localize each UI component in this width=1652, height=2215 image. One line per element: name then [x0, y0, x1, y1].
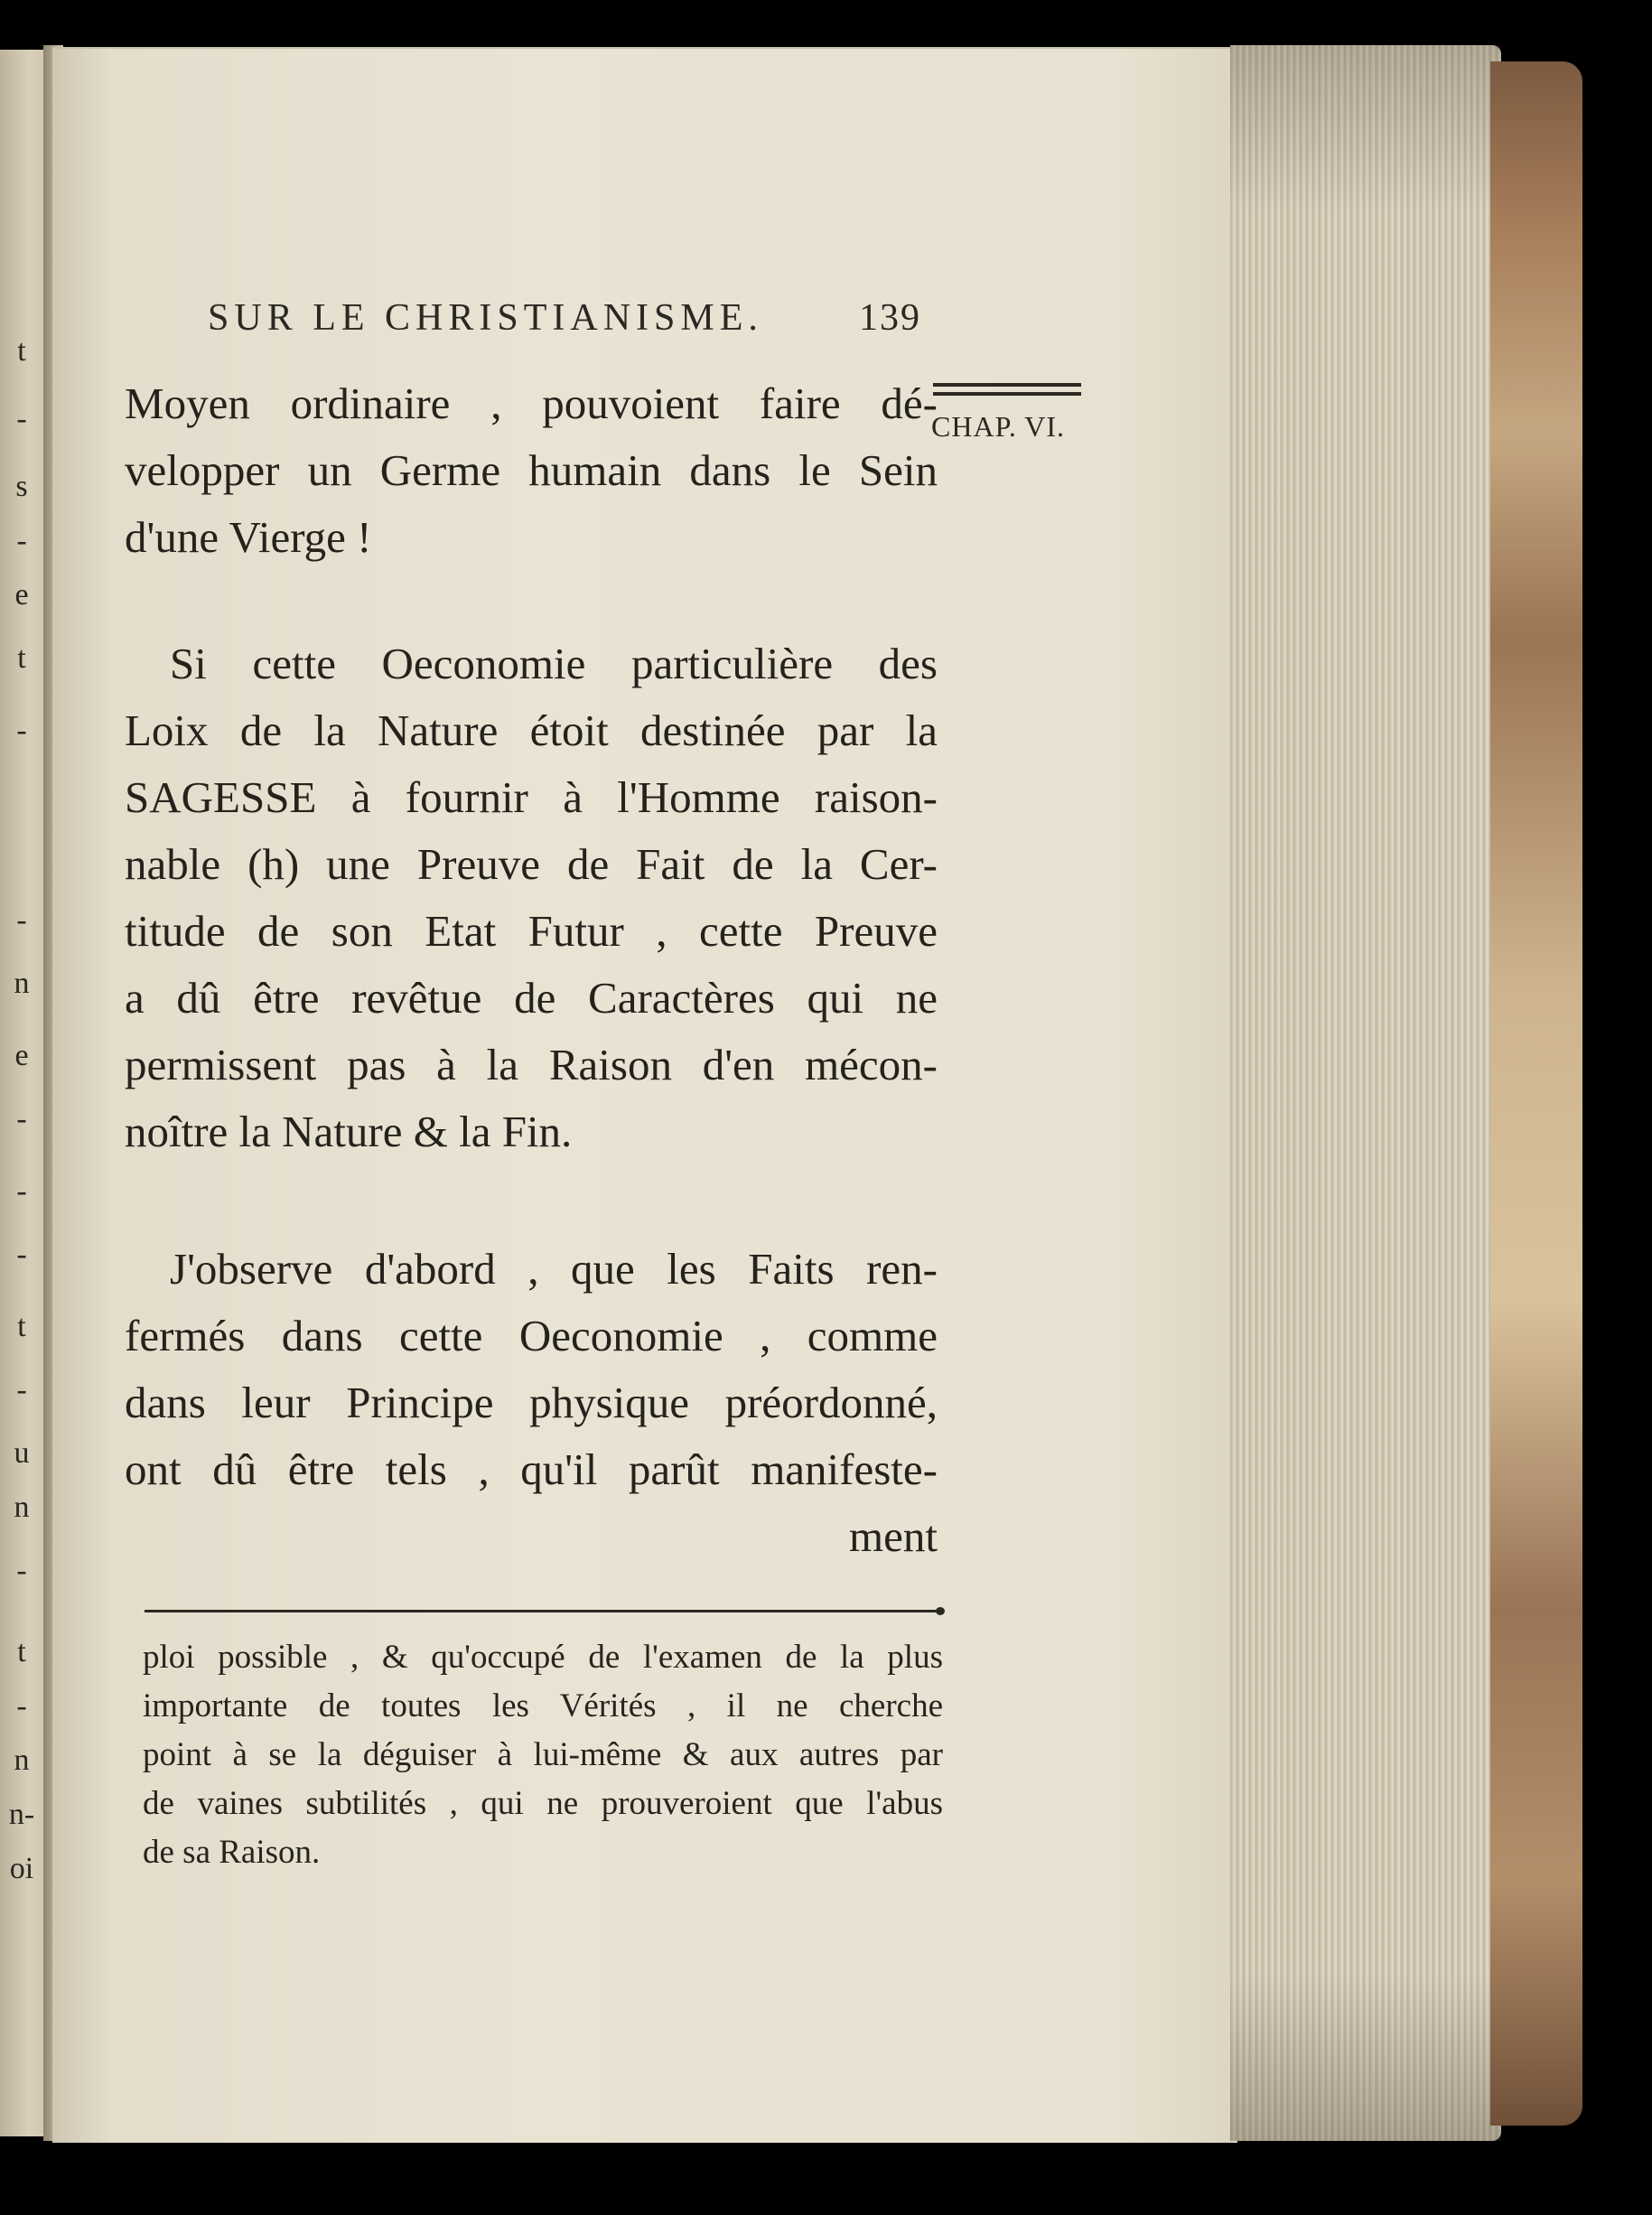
text-line: fermés dans cette Oeconomie , comme [125, 1311, 938, 1360]
facing-page-fragment: n- [8, 1798, 35, 1831]
text-line: ont dû être tels , qu'il parût manifeste- [125, 1444, 938, 1494]
footnote-line: point à se la déguiser à lui-même & aux autres par [143, 1736, 943, 1773]
facing-page-fragment: - [16, 402, 27, 435]
text-line: dans leur Principe physique préordonné, [125, 1378, 938, 1427]
footnote-line: de vaines subtilités , qui ne prouveroient que l'abus [143, 1785, 943, 1822]
paragraph-2 [125, 631, 938, 1165]
text-line: permissent pas à la Raison d'en mécon- [125, 1040, 938, 1089]
facing-page-fragment: oi [9, 1852, 34, 1885]
page-number: 139 [859, 297, 921, 339]
chapter-rules [933, 383, 1081, 403]
facing-page-fragment: e [14, 1039, 29, 1072]
facing-page-fragment: - [16, 1554, 27, 1587]
text-line: velopper un Germe humain dans le Sein [125, 445, 938, 495]
facing-page-fragment: n [14, 1743, 30, 1777]
facing-page-fragment: - [16, 1238, 27, 1271]
text-line: Si cette Oeconomie particulière des [170, 639, 938, 688]
main-text [125, 370, 938, 1570]
facing-page-fragment: n [14, 1491, 30, 1524]
text-line: SAGESSE à fournir à l'Homme raison- [125, 772, 938, 822]
facing-page-fragment: t [17, 334, 26, 368]
page-block-shadow [1230, 45, 1501, 2141]
facing-page-fragment: - [16, 1174, 27, 1208]
footnote [143, 1633, 943, 1877]
footnote-line: de sa Raison. [143, 1834, 321, 1871]
text-line: Moyen ordinaire , pouvoient faire dé- [125, 379, 938, 428]
running-header [208, 296, 921, 341]
facing-page-fragment: t [17, 641, 26, 675]
facing-page-fragment: t [17, 1635, 26, 1668]
facing-page-fragment: - [16, 1689, 27, 1723]
text-line: nable (h) une Preuve de Fait de la Cer- [125, 839, 938, 889]
facing-page-fragment: n [14, 967, 30, 1000]
facing-page-fragment: - [16, 714, 27, 747]
chapter-label: CHAP. VI. [931, 410, 1065, 443]
running-title: SUR LE CHRISTIANISME. [208, 297, 763, 339]
facing-page-margin-fragments [4, 50, 49, 2136]
text-line: J'observe d'abord , que les Faits ren- [170, 1244, 938, 1294]
facing-page-fragment: t [17, 1310, 26, 1343]
footnote-line: ploi possible , & qu'occupé de l'examen de la plus [143, 1639, 943, 1676]
facing-page-fragment: u [14, 1436, 30, 1470]
catchword: ment [849, 1511, 938, 1561]
leather-cover [1490, 61, 1582, 2126]
paragraph-1 [125, 370, 938, 571]
facing-page-fragment: - [16, 903, 27, 937]
text-line: noître la Nature & la Fin. [125, 1107, 573, 1156]
facing-page-fragment: - [16, 1373, 27, 1407]
facing-page-fragment: - [16, 524, 27, 557]
text-line: titude de son Etat Futur , cette Preuve [125, 906, 938, 956]
facing-page-fragment: s [15, 470, 28, 503]
paragraph-3 [125, 1236, 938, 1570]
text-line: Loix de la Nature étoit destinée par la [125, 706, 938, 755]
facing-page-fragment: - [16, 1102, 27, 1136]
text-line: a dû être revêtue de Caractères qui ne [125, 973, 938, 1023]
footnote-separator [145, 1610, 939, 1612]
text-line: d'une Vierge ! [125, 512, 372, 562]
footnote-line: importante de toutes les Vérités , il ne cherche [143, 1687, 943, 1724]
facing-page-fragment: e [14, 578, 29, 612]
